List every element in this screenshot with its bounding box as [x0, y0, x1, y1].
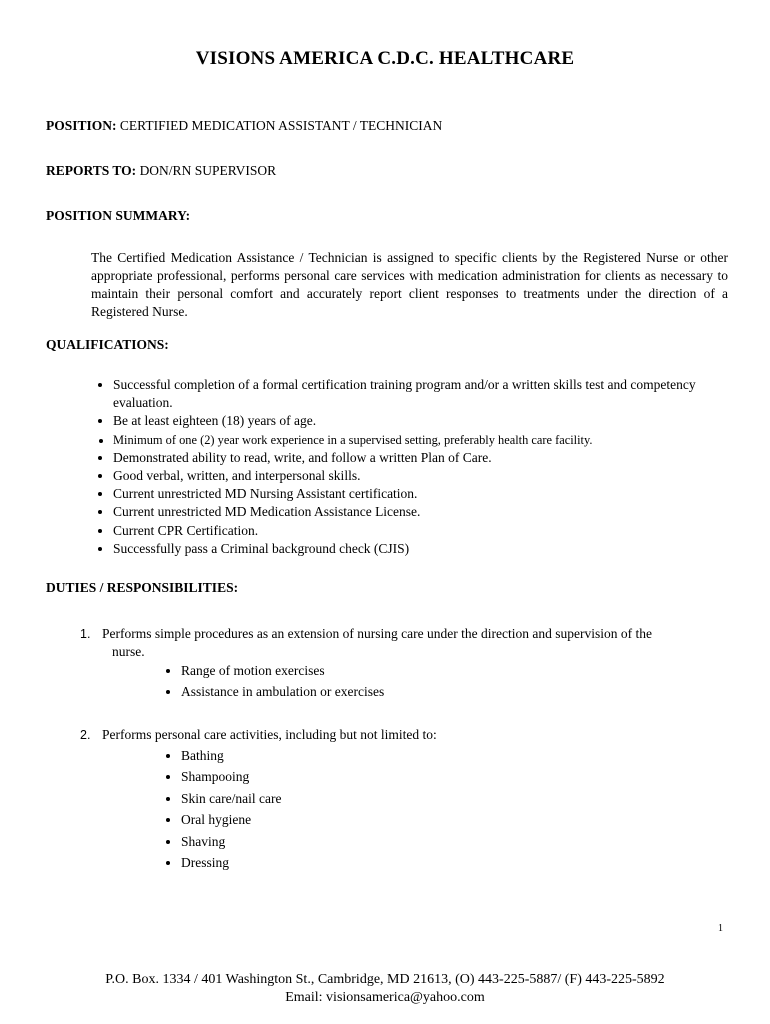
qualification-item: • Be at least eighteen (18) years of age. — [113, 412, 753, 430]
duty-sub-item: • Bathing — [181, 745, 581, 766]
qualification-item: • Minimum of one (2) year work experience in a supervised setting, preferably health care facility. — [113, 431, 753, 449]
document-title: VISIONS AMERICA C.D.C. HEALTHCARE — [195, 48, 575, 69]
qualification-item: • Current unrestricted MD Medication Assistance License. — [113, 503, 753, 521]
duty-sub-item: • Dressing — [181, 852, 581, 873]
reports-to-line — [46, 163, 276, 179]
position-line — [46, 118, 442, 134]
duty-number: 2. — [80, 728, 91, 742]
summary-text: The Certified Medication Assistance / Technician is assigned to specific clients by the Registered Nurse or other appropriate professional, performs personal care services with medication administration for clients as necessary to maintain their personal comfort and accurately report client responses to treatments under the direction of a Registered Nurse. — [91, 250, 728, 319]
reports-label: REPORTS TO: — [46, 163, 137, 178]
reports-value: DON/RN SUPERVISOR — [136, 163, 277, 178]
duty-text: Performs personal care activities, including but not limited to: — [102, 727, 437, 742]
duty-number: 1. — [80, 627, 91, 641]
qualification-item: • Successfully pass a Criminal background check (CJIS) — [113, 540, 753, 558]
duty-text: Performs simple procedures as an extension of nursing care under the direction and supervision of the — [102, 626, 652, 641]
summary-heading: POSITION SUMMARY: — [46, 208, 191, 223]
qualification-item: • Current CPR Certification. — [113, 522, 753, 540]
footer — [0, 971, 770, 1007]
duty-sub-item: • Shampooing — [181, 766, 581, 787]
qualification-item: • Demonstrated ability to read, write, and follow a written Plan of Care. — [113, 449, 753, 467]
duty-sub-item: • Skin care/nail care — [181, 788, 581, 809]
qualification-item: • Successful completion of a formal certification training program and/or a written skills test and competency evaluation. — [113, 376, 753, 412]
duty-sub-item: • Assistance in ambulation or exercises — [181, 681, 581, 702]
duty-text-continued: nurse. — [112, 644, 145, 659]
page-number: 1 — [718, 923, 723, 934]
duty-2-sublist — [160, 745, 581, 873]
duty-sub-item: • Shaving — [181, 831, 581, 852]
duty-1-sublist — [160, 660, 581, 703]
duty-sub-item: • Oral hygiene — [181, 809, 581, 830]
duty-item-1 — [80, 625, 730, 660]
footer-address: P.O. Box. 1334 / 401 Washington St., Cambridge, MD 21613, (O) 443-225-5887/ (F) 443-225-5892 — [105, 972, 665, 987]
qualifications-heading: QUALIFICATIONS: — [46, 337, 169, 352]
duties-heading: DUTIES / RESPONSIBILITIES: — [46, 580, 239, 595]
duty-item-2 — [80, 726, 730, 744]
footer-email: Email: visionsamerica@yahoo.com — [285, 990, 485, 1005]
qualification-item: • Good verbal, written, and interpersonal skills. — [113, 467, 753, 485]
qualification-item: • Current unrestricted MD Nursing Assistant certification. — [113, 485, 753, 503]
qualifications-list — [91, 376, 753, 558]
position-value: CERTIFIED MEDICATION ASSISTANT / TECHNICIAN — [116, 118, 443, 133]
duty-sub-item: • Range of motion exercises — [181, 660, 581, 681]
position-label: POSITION: — [46, 118, 117, 133]
